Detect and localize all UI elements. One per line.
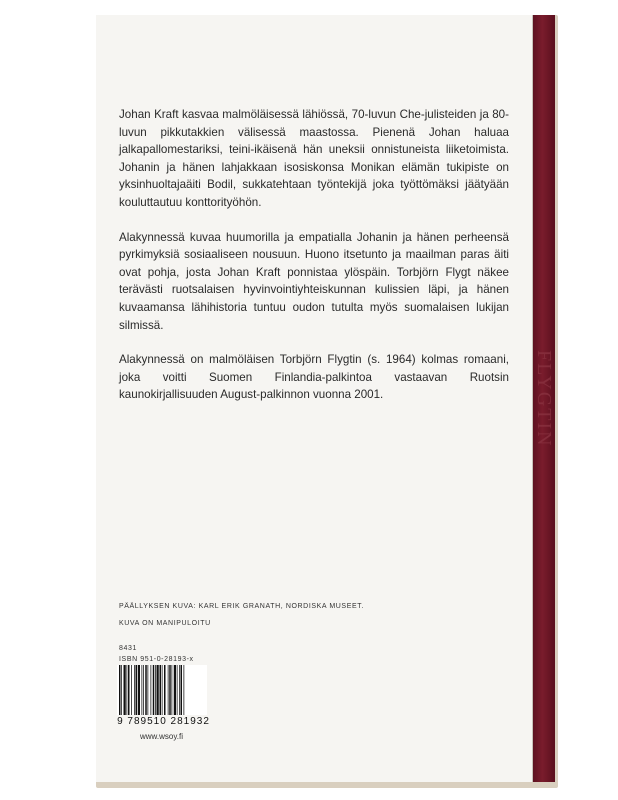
blurb-paragraph-1: Johan Kraft kasvaa malmöläisessä lähiössä, 70-luvun Che-julisteiden ja 80-luvun pikkutakkien välisessä maastossa. Pienenä Johan haluaa jalkapallomestariksi, teini-ikäisenä hän uneksii onnistuneista liiketoimista. Johanin ja hänen lahjakkaan isosiskonsa Monikan elämän tukipiste on yksinhuoltajaäiti Bodil, sukkatehtaan työntekijä joka työttömäksi jäätyään kouluttautuu konttorityöhön. (119, 108, 509, 209)
blurb-paragraph-2: Alakynnessä kuvaa huumorilla ja empatialla Johanin ja hänen perheensä pyrkimyksiä sosiaaliseen nousuun. Huono itsetunto ja maailman paras äiti ovat pohja, josta Johan Kraft ponnistaa ylöspäin. Torbjörn Flygt näkee terävästi ruotsalaisen hyvinvointiyhteiskunnan kulissien läpi, ja hänen kuvaamansa lähihistoria tuntuu oudon tutulta myös suomalaisen lukijan silmissä. (119, 230, 509, 332)
barcode-bars (117, 665, 207, 715)
cover-photo-credit: PÄÄLLYKSEN KUVA: KARL ERIK GRANATH, NORDISKA MUSEET. (119, 603, 364, 610)
isbn-text: ISBN 951-0-28193-x (119, 656, 194, 663)
blurb-text (119, 106, 509, 421)
spine-text (532, 15, 555, 782)
blurb-paragraph-3: Alakynnessä on malmöläisen Torbjörn Flygtin (s. 1964) kolmas romaani, joka voitti Suomen Finlandia-palkintoa vastaavan Ruotsin kaunokirjallisuuden August-palkinnon vuonna 2001. (119, 353, 509, 402)
book-spine (532, 15, 555, 782)
product-code: 8431 (119, 645, 137, 652)
cover-photo-note: KUVA ON MANIPULOITU (119, 620, 211, 627)
spine-title: FLYGTIN (533, 349, 555, 448)
barcode (117, 665, 207, 715)
barcode-number: 9 789510 281932 (117, 716, 210, 727)
publisher-website: www.wsoy.fi (140, 732, 183, 741)
